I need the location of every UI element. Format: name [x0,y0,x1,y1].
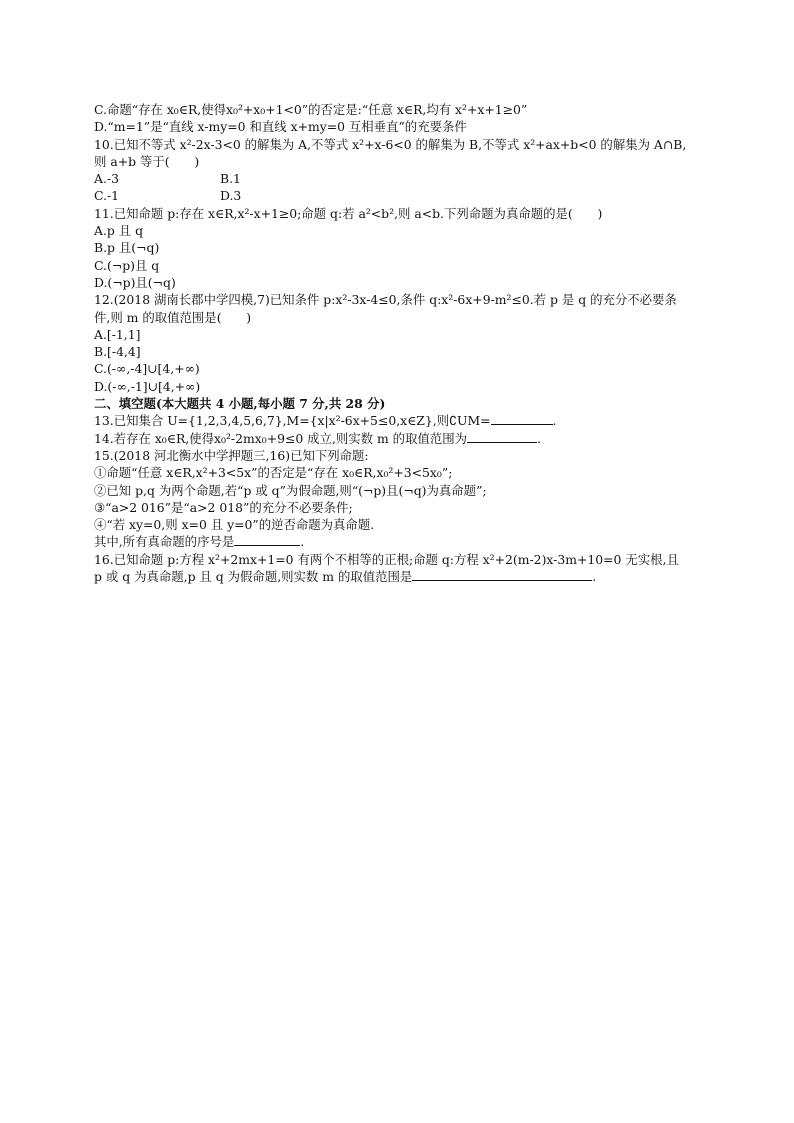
q10-option-d: D.3 [220,188,242,204]
answer-blank[interactable] [491,412,553,425]
question-10-options-row1 [94,170,714,187]
question-10-stem: 10.已知不等式 x²-2x-3<0 的解集为 A,不等式 x²+x-6<0 的解集为 B,不等式 x²+ax+b<0 的解集为 A∩B, [94,136,687,152]
question-10-options-row2 [94,187,714,204]
q15-item-1: ①命题“任意 x∈R,x²+3<5x”的否定是“存在 x₀∈R,x₀²+3<5x₀”; [94,465,453,481]
q12-option-b: B.[-4,4] [94,344,141,360]
q15-answer-line: 其中,所有真命题的序号是 . [94,534,305,550]
q10-option-b: B.1 [220,171,241,187]
q10-option-a: A.-3 [94,171,119,187]
option-c-line: C.命题“存在 x₀∈R,使得x₀²+x₀+1<0”的否定是:“任意 x∈R,均有 x²+x+1≥0” [94,102,528,117]
option-d-line: D.“m=1”是“直线 x-my=0 和直线 x+my=0 互相垂直”的充要条件 [94,119,467,135]
q15-item-2: ②已知 p,q 为两个命题,若“p 或 q”为假命题,则“(¬p)且(¬q)为真命题”; [94,482,487,498]
question-16-stem-cont: p 或 q 为真命题,p 且 q 为假命题,则实数 m 的取值范围是 . [94,569,597,585]
question-14: 14.若存在 x₀∈R,使得x₀²-2mx₀+9≤0 成立,则实数 m 的取值范围为 . [94,430,541,446]
q11-option-b: B.p 且(¬q) [94,240,160,256]
question-11-stem: 11.已知命题 p:存在 x∈R,x²-x+1≥0;命题 q:若 a²<b²,则 a<b.下列命题为真命题的是( ) [94,205,603,221]
question-10-stem-cont: 则 a+b 等于( ) [94,153,200,169]
section-heading-fill-in: 二、填空题(本大题共 4 小题,每小题 7 分,共 28 分) [94,396,386,412]
answer-blank[interactable] [234,533,300,546]
q12-option-a: A.[-1,1] [94,326,141,342]
q15-item-3: ③“a>2 016”是“a>2 018”的充分不必要条件; [94,499,353,515]
q11-option-c: C.(¬p)且 q [94,257,160,273]
q11-option-d: D.(¬p)且(¬q) [94,274,176,290]
question-12-stem: 12.(2018 湖南长郡中学四模,7)已知条件 p:x²-3x-4≤0,条件 q:x²-6x+9-m²≤0.若 p 是 q 的充分不必要条 [94,292,677,308]
question-12-stem-cont: 件,则 m 的取值范围是( ) [94,309,252,325]
q10-option-c: C.-1 [94,188,120,204]
q12-option-c: C.(-∞,-4]∪[4,+∞) [94,361,200,377]
answer-blank[interactable] [412,568,592,581]
answer-blank[interactable] [467,430,537,443]
q15-item-4: ④“若 xy=0,则 x=0 且 y=0”的逆否命题为真命题. [94,517,375,533]
document-page [94,101,714,585]
question-13: 13.已知集合 U={1,2,3,4,5,6,7},M={x|x²-6x+5≤0,x∈Z},则∁UM= . [94,413,557,429]
question-15-stem: 15.(2018 河北衡水中学押题三,16)已知下列命题: [94,447,369,463]
q12-option-d: D.(-∞,-1]∪[4,+∞) [94,378,201,394]
question-16-stem: 16.已知命题 p:方程 x²+2mx+1=0 有两个不相等的正根;命题 q:方程 x²+2(m-2)x-3m+10=0 无实根,且 [94,551,679,567]
q11-option-a: A.p 且 q [94,223,144,239]
